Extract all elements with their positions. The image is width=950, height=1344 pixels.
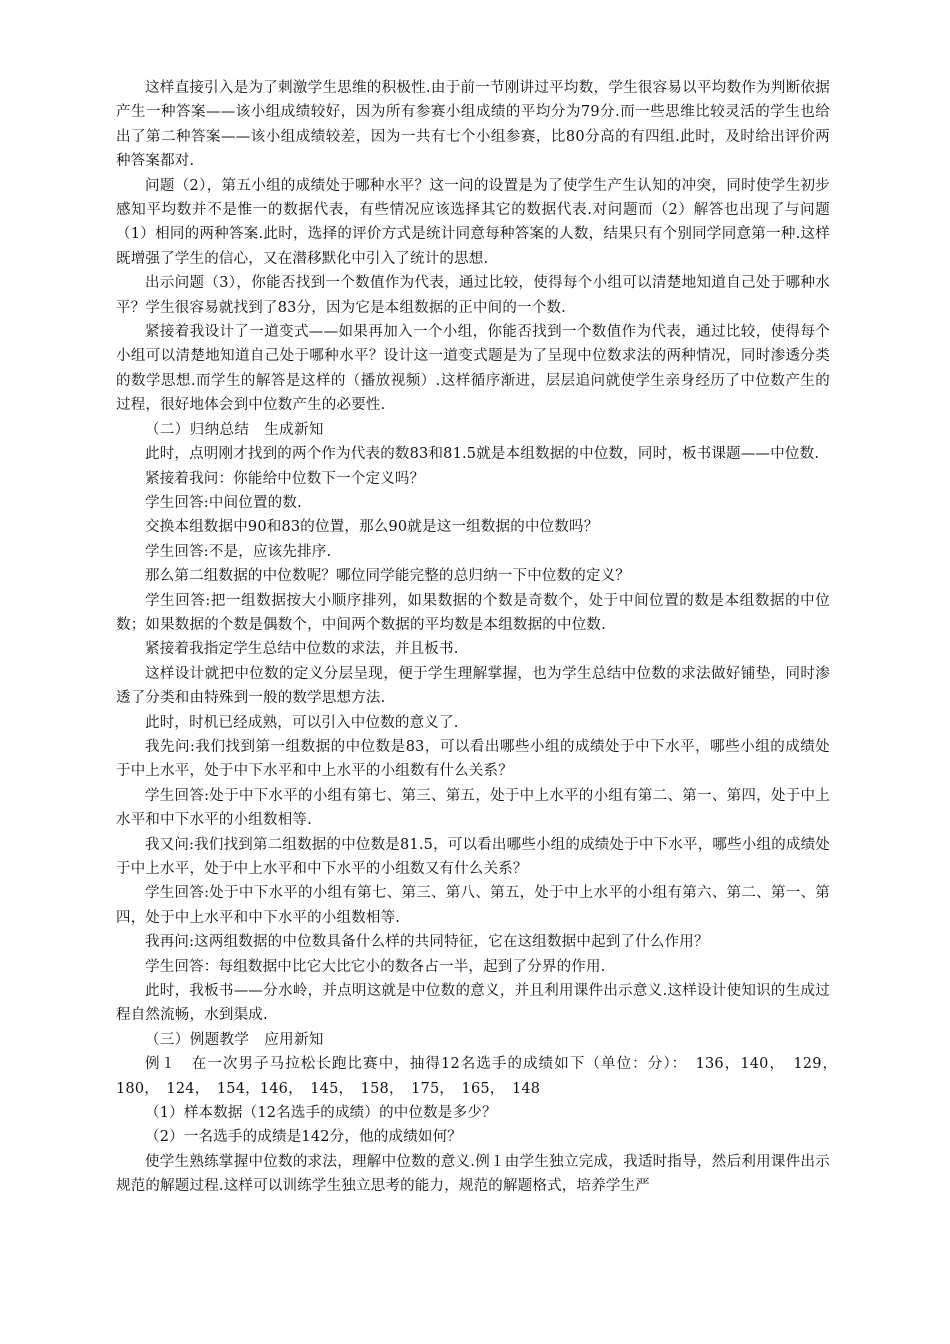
paragraph-intro-reasoning: 这样直接引入是为了刺激学生思维的积极性.由于前一节刚讲过平均数，学生很容易以平均数作为判断依据产生一种答案——该小组成绩较好，因为所有参赛小组成绩的平均分为79分.而一些思维比较灵活的学生也给出了第二种答案——该小组成绩较差，因为一共有七个小组参赛，比80分高的有四组.此时，及时给出评价两种答案都对. xyxy=(116,80,830,170)
paragraph-example-1-part-2: （2）一名选手的成绩是142分，他的成绩如何？ xyxy=(145,1129,462,1146)
paragraph-second-group-question: 那么第二组数据的中位数呢？哪位同学能完整的总归纳一下中位数的定义？ xyxy=(145,568,631,585)
paragraph-transition: 此时，时机已经成熟，可以引入中位数的意义了. xyxy=(145,714,459,731)
document-page xyxy=(116,76,845,1199)
paragraph-first-ask: 我先问:我们找到第一组数据的中位数是83，可以看出哪些小组的成绩处于中下水平，哪些小组的成绩处于中上水平，处于中下水平和中上水平的小组数有什么关系？ xyxy=(116,738,830,780)
section-heading-3: （三）例题教学 应用新知 xyxy=(145,1031,324,1048)
paragraph-example-explanation: 使学生熟练掌握中位数的求法，理解中位数的意义.例１由学生独立完成，我适时指导，然后利用课件出示规范的解题过程.这样可以训练学生独立思考的能力，规范的解题格式，培养学生严 xyxy=(116,1153,830,1195)
paragraph-swap-question: 交换本组数据中90和83的位置，那么90就是这一组数据的中位数吗？ xyxy=(145,519,599,536)
paragraph-example-1-part-1: （1）样本数据（12名选手的成绩）的中位数是多少？ xyxy=(145,1105,497,1122)
paragraph-question-2: 问题（2），第五小组的成绩处于哪种水平？这一问的设置是为了使学生产生认知的冲突，同时使学生初步感知平均数并不是惟一的数据代表，有些情况应该选择其它的数据代表.对问题而（2）解答也出现了与问题（1）相同的两种答案.此时，选择的评价方式是统计同意每种答案的人数，结果只有个别同学同意第一种.这样既增强了学生的信心，又在潜移默化中引入了统计的思想. xyxy=(116,177,830,267)
paragraph-student-definition: 学生回答:把一组数据按大小顺序排列，如果数据的个数是奇数个，处于中间位置的数是本组数据的中位数；如果数据的个数是偶数个，中间两个数据的平均数是本组数据的中位数. xyxy=(116,592,830,633)
paragraph-example-1: 例１ 在一次男子马拉松长跑比赛中，抽得12名选手的成绩如下（单位：分）： 136，140， 129， 180， 124， 154，146， 145， 158， 175， 165， 148 xyxy=(116,1056,845,1097)
paragraph-student-answer: 学生回答:处于中下水平的小组有第七、第三、第五，处于中上水平的小组有第二、第一、第四，处于中上水平和中下水平的小组数相等. xyxy=(116,787,830,829)
paragraph-variant-question: 紧接着我设计了一道变式——如果再加入一个小组，你能否找到一个数值作为代表，通过比较，使得每个小组可以清楚地知道自己处于哪种水平？设计这一道变式题是为了呈现中位数求法的两种情况，同时渗透分类的数学思想.而学生的解答是这样的（播放视频）.这样循序渐进，层层追问就使学生亲身经历了中位数产生的过程，很好地体会到中位数产生的必要性. xyxy=(116,324,830,414)
paragraph-student-answer: 学生回答:中间位置的数. xyxy=(145,494,302,511)
paragraph-student-answer: 学生回答:不是，应该先排序. xyxy=(145,543,332,560)
paragraph-student-answer: 学生回答:处于中下水平的小组有第七、第三、第八、第五，处于中上水平的小组有第六、第二、第一、第四，处于中上水平和中下水平的小组数相等. xyxy=(116,885,830,926)
paragraph-second-ask: 我又问:我们找到第二组数据的中位数是81.5，可以看出哪些小组的成绩处于中下水平，哪些小组的成绩处于中上水平，处于中上水平和中下水平的小组数又有什么关系？ xyxy=(116,836,830,877)
paragraph-watershed: 此时，我板书——分水岭，并点明这就是中位数的意义，并且利用课件出示意义.这样设计使知识的生成过程自然流畅，水到渠成. xyxy=(116,983,830,1024)
paragraph-question-3: 出示问题（3），你能否找到一个数值作为代表，通过比较，使得每个小组可以清楚地知道自己处于哪种水平？学生很容易就找到了83分，因为它是本组数据的正中间的一个数. xyxy=(116,275,830,316)
paragraph-teacher-question: 紧接着我问：你能给中位数下一个定义吗？ xyxy=(145,470,425,487)
paragraph-median-definition-intro: 此时，点明刚才找到的两个作为代表的数83和81.5就是本组数据的中位数，同时，板书课题——中位数. xyxy=(145,446,820,463)
paragraph-third-ask: 我再问:这两组数据的中位数具备什么样的共同特征，它在这组数据中起到了什么作用？ xyxy=(145,934,709,951)
paragraph-method-summary: 紧接着我指定学生总结中位数的求法，并且板书. xyxy=(145,641,459,658)
paragraph-design-explanation: 这样设计就把中位数的定义分层呈现，便于学生理解掌握，也为学生总结中位数的求法做好铺垫，同时渗透了分类和由特殊到一般的数学思想方法. xyxy=(116,665,830,707)
paragraph-student-answer: 学生回答：每组数据中比它大比它小的数各占一半，起到了分界的作用. xyxy=(145,958,606,975)
section-heading-2: （二）归纳总结 生成新知 xyxy=(145,421,324,438)
